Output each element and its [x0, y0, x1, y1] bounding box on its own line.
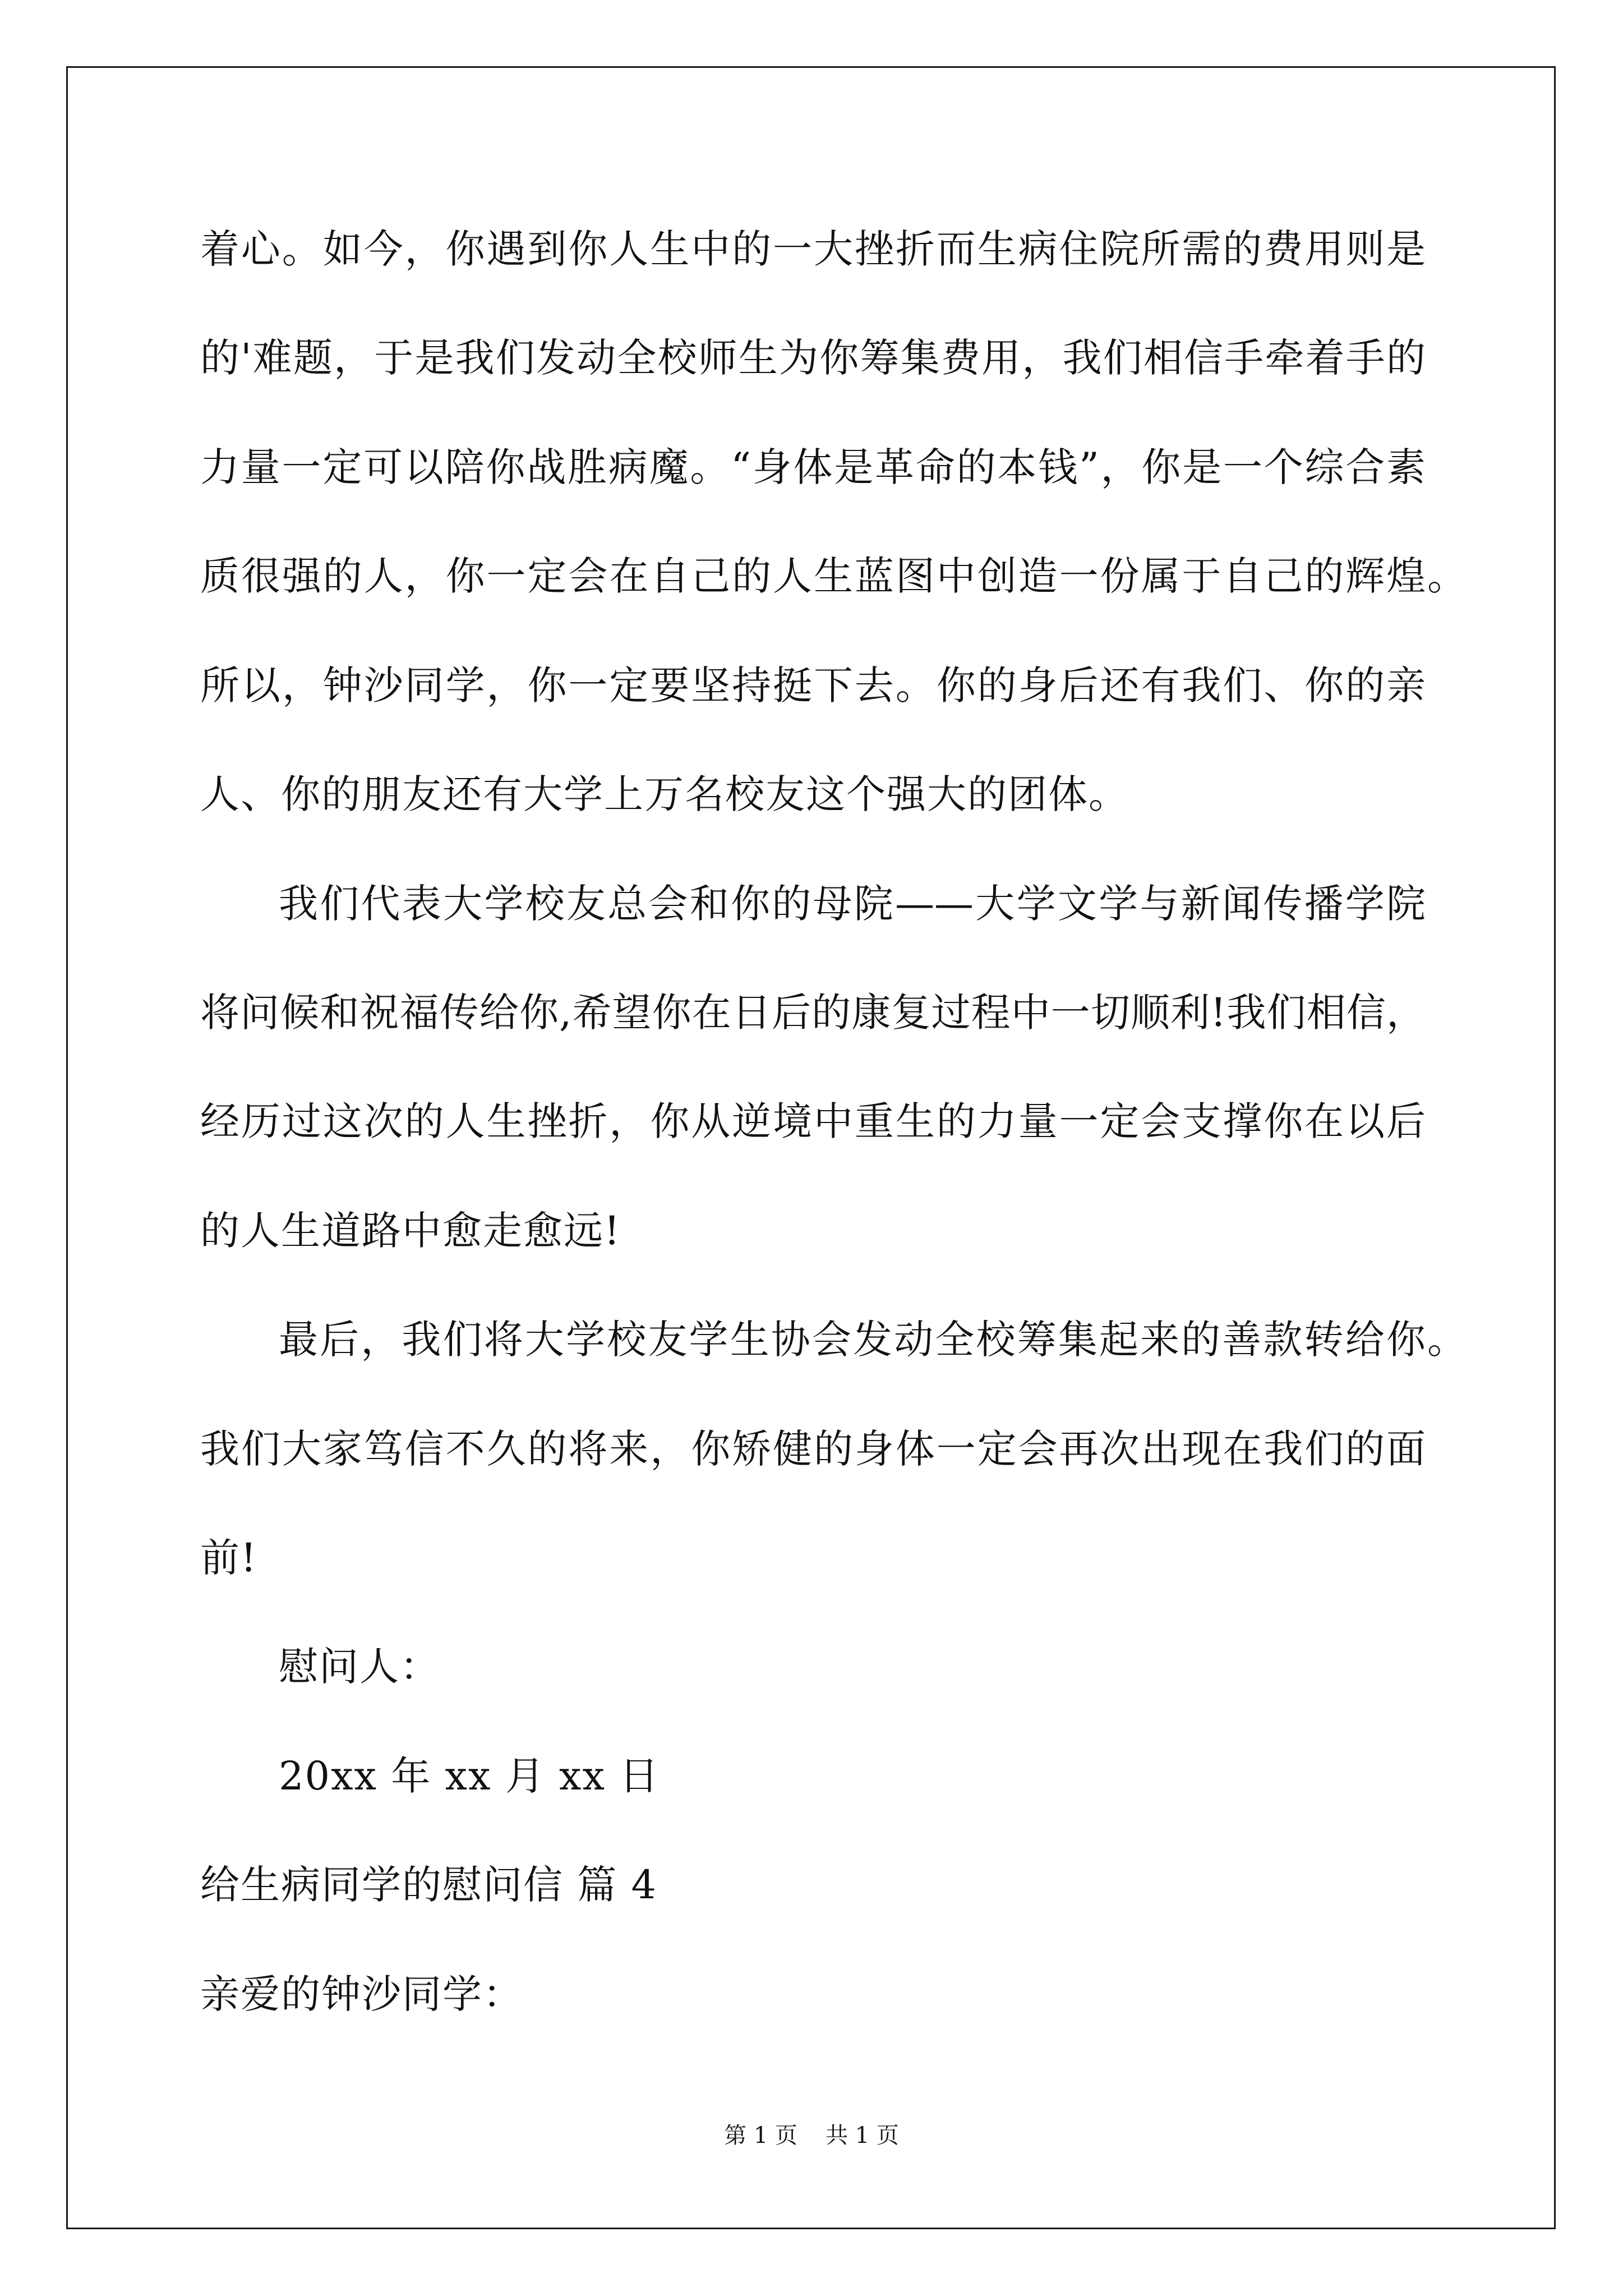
body-line-8: 将问候和祝福传给你,希望你在日后的康复过程中一切顺利!我们相信，: [200, 990, 1426, 1036]
body-line-6: 人、你的朋友还有大学上万名校友这个强大的团体。: [200, 771, 1129, 817]
body-line-12: 我们大家笃信不久的将来，你矫健的身体一定会再次出现在我们的面: [200, 1426, 1426, 1472]
page-total: 共 1 页: [826, 2123, 899, 2148]
page-footer: [0, 2122, 1623, 2150]
body-line-5: 所以，钟沙同学，你一定要坚持挺下去。你的身后还有我们、你的亲: [200, 662, 1426, 708]
body-line-1: 着心。如今，你遇到你人生中的一大挫折而生病住院所需的费用则是: [200, 226, 1426, 272]
body-line-2: 的'难题，于是我们发动全校师生为你筹集费用，我们相信手牵着手的: [200, 335, 1426, 381]
salutation: 亲爱的钟沙同学：: [200, 1971, 523, 2017]
section-title: 给生病同学的慰问信 篇 4: [200, 1862, 658, 1908]
body-line-9: 经历过这次的人生挫折，你从逆境中重生的力量一定会支撑你在以后: [200, 1098, 1426, 1144]
signature-label: 慰问人：: [279, 1644, 440, 1690]
body-line-7: 我们代表大学校友总会和你的母院——大学文学与新闻传播学院: [279, 881, 1426, 927]
page-number: 第 1 页: [724, 2123, 797, 2148]
body-line-4: 质很强的人，你一定会在自己的人生蓝图中创造一份属于自己的辉煌。: [200, 553, 1467, 599]
body-line-13: 前!: [200, 1535, 258, 1581]
body-line-11: 最后，我们将大学校友学生协会发动全校筹集起来的善款转给你。: [279, 1317, 1467, 1363]
body-line-3: 力量一定可以陪你战胜病魔。“身体是革命的本钱”，你是一个综合素: [200, 444, 1426, 490]
body-line-10: 的人生道路中愈走愈远!: [200, 1208, 621, 1254]
date-line: 20xx 年 xx 月 xx 日: [279, 1753, 660, 1799]
